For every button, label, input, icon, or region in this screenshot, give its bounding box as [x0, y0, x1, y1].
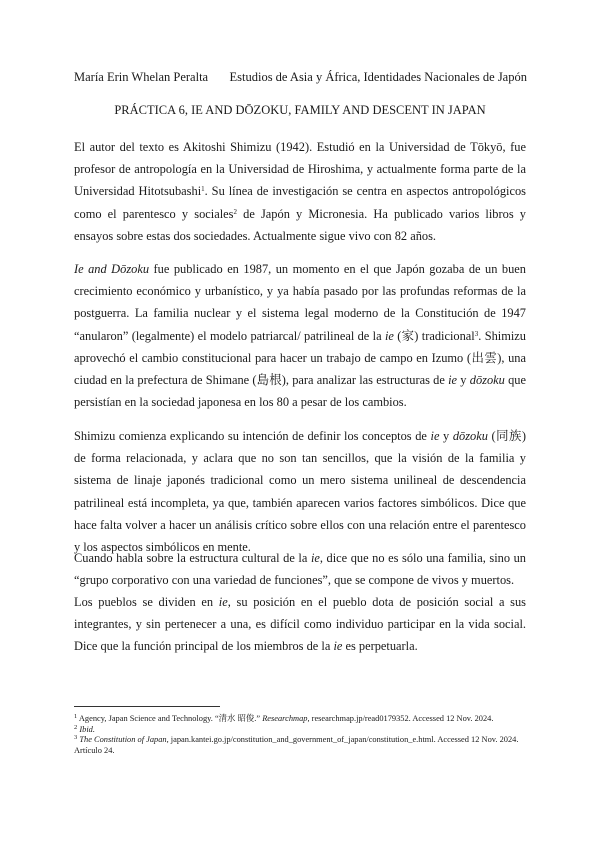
text: , researchmap.jp/read0179352. Accessed 12 Nov. 2024.: [307, 714, 494, 723]
course-name: Estudios de Asia y África, Identidades Nacionales de Japón: [229, 70, 527, 84]
text: El autor del texto es Akitoshi Shimizu (1942). Estudió en la Universidad de Tōkyō, fue profesor de antropología en la Universidad de Hiroshima, y actualmente forma parte de la Universidad Hitotsubashi: [74, 140, 526, 199]
text: Shimizu comienza explicando su intención de definir los conceptos de: [74, 429, 431, 443]
text: Cuando habla sobre la estructura cultural de la: [74, 551, 311, 565]
text: fue publicado en 1987, un momento en el que Japón gozaba de un buen crecimiento económico y urbanístico, y ya había pasado por las profundas reformas de la postguerra. La familia nuclear y el sistema legal moderno de la Constitución de 1947 “anularon” (legalmente) el modelo patriarcal/ patrilineal de la: [74, 262, 526, 343]
footnote-number: 1: [74, 713, 78, 720]
footnote-ref-2: 2: [233, 207, 237, 216]
text: Los pueblos se dividen en: [74, 595, 219, 609]
term-ie: ie: [448, 373, 458, 388]
footnotes: [74, 714, 526, 756]
paragraph-author-bio: [74, 136, 526, 247]
text: de Japón y Micronesia. Ha publicado varios libros y ensayos sobre estas dos sociedades. Actualmente sigue vivo con 82 años.: [74, 206, 526, 243]
text: Agency, Japan Science and Technology. “清水 昭俊.”: [77, 714, 263, 723]
term-ie: ie: [430, 429, 440, 443]
document-title: PRÁCTICA 6, IE AND DŌZOKU, FAMILY AND DESCENT IN JAPAN: [114, 103, 486, 117]
source-title: Ibid.: [79, 724, 95, 734]
text: . Su línea de investigación se centra en aspectos antropológicos como el parentesco y sociales: [74, 184, 526, 221]
source-title: The Constitution of Japan: [79, 735, 167, 745]
paragraph-ie-structure: [74, 547, 526, 591]
text: y: [439, 429, 453, 443]
text: (家) tradicional: [393, 328, 475, 343]
footnote-1: [74, 714, 526, 725]
text: es perpetuarla.: [342, 639, 418, 654]
term-ie: ie: [384, 328, 394, 343]
author-name: María Erin Whelan Peralta: [74, 70, 209, 84]
text: que persistían en la sociedad japonesa en los 80 a pesar de los cambios.: [74, 373, 526, 410]
text: . Shimizu aprovechó el cambio constitucional para hacer un trabajo de campo en Izumo (出雲), una ciudad en la prefectura de Shimane (島根), para analizar las estructuras de: [74, 328, 527, 388]
book-title: Ie and Dōzoku: [74, 262, 150, 276]
footnote-number: 3: [74, 734, 78, 742]
footnote-number: 2: [74, 723, 78, 731]
paragraph-context: [74, 258, 526, 413]
text: , su posición en el pueblo dota de posición social a sus integrantes, y sin pertenecer a una, es difícil como individuo participar en la vida social. Dice que la función principal de los miembros de la: [74, 595, 526, 654]
text: , dice que no es sólo una familia, sino un “grupo corporativo con una variedad de funciones”, que se compone de vivos y muertos.: [74, 551, 526, 588]
paragraph-definitions: [74, 425, 526, 558]
source-title: Researchmap: [262, 714, 308, 723]
footnote-ref-1: 1: [201, 185, 205, 194]
term-dozoku: dōzoku: [469, 373, 505, 388]
paragraph-villages: [74, 591, 526, 658]
term-ie: ie: [310, 551, 320, 565]
text: (同族) de forma relacionada, y aclara que no son tan sencillos, que la visión de la familia y sistema de linaje japonés tradicional como un mero sistema unilineal de descendencia patrilineal está incompleta, ya que, también aparecen varios factores simbólicos. Dice que hace falta volver a hacer un análisis crítico sobre ellos con una relación entre el parentesco y los aspectos simbólicos en mente.: [74, 429, 526, 555]
footnote-divider: [74, 706, 220, 707]
term-ie: ie: [333, 639, 343, 654]
text: y: [457, 373, 470, 388]
term-ie: ie: [218, 595, 228, 609]
footnote-2: [74, 725, 526, 736]
text: , japan.kantei.go.jp/constitution_and_government_of_japan/constitution_e.html. Accessed 12 Nov. 2024. Artículo 24.: [74, 735, 519, 755]
footnote-ref-3: 3: [474, 329, 479, 338]
footnote-3: [74, 735, 526, 756]
term-dozoku: dōzoku: [452, 429, 488, 443]
